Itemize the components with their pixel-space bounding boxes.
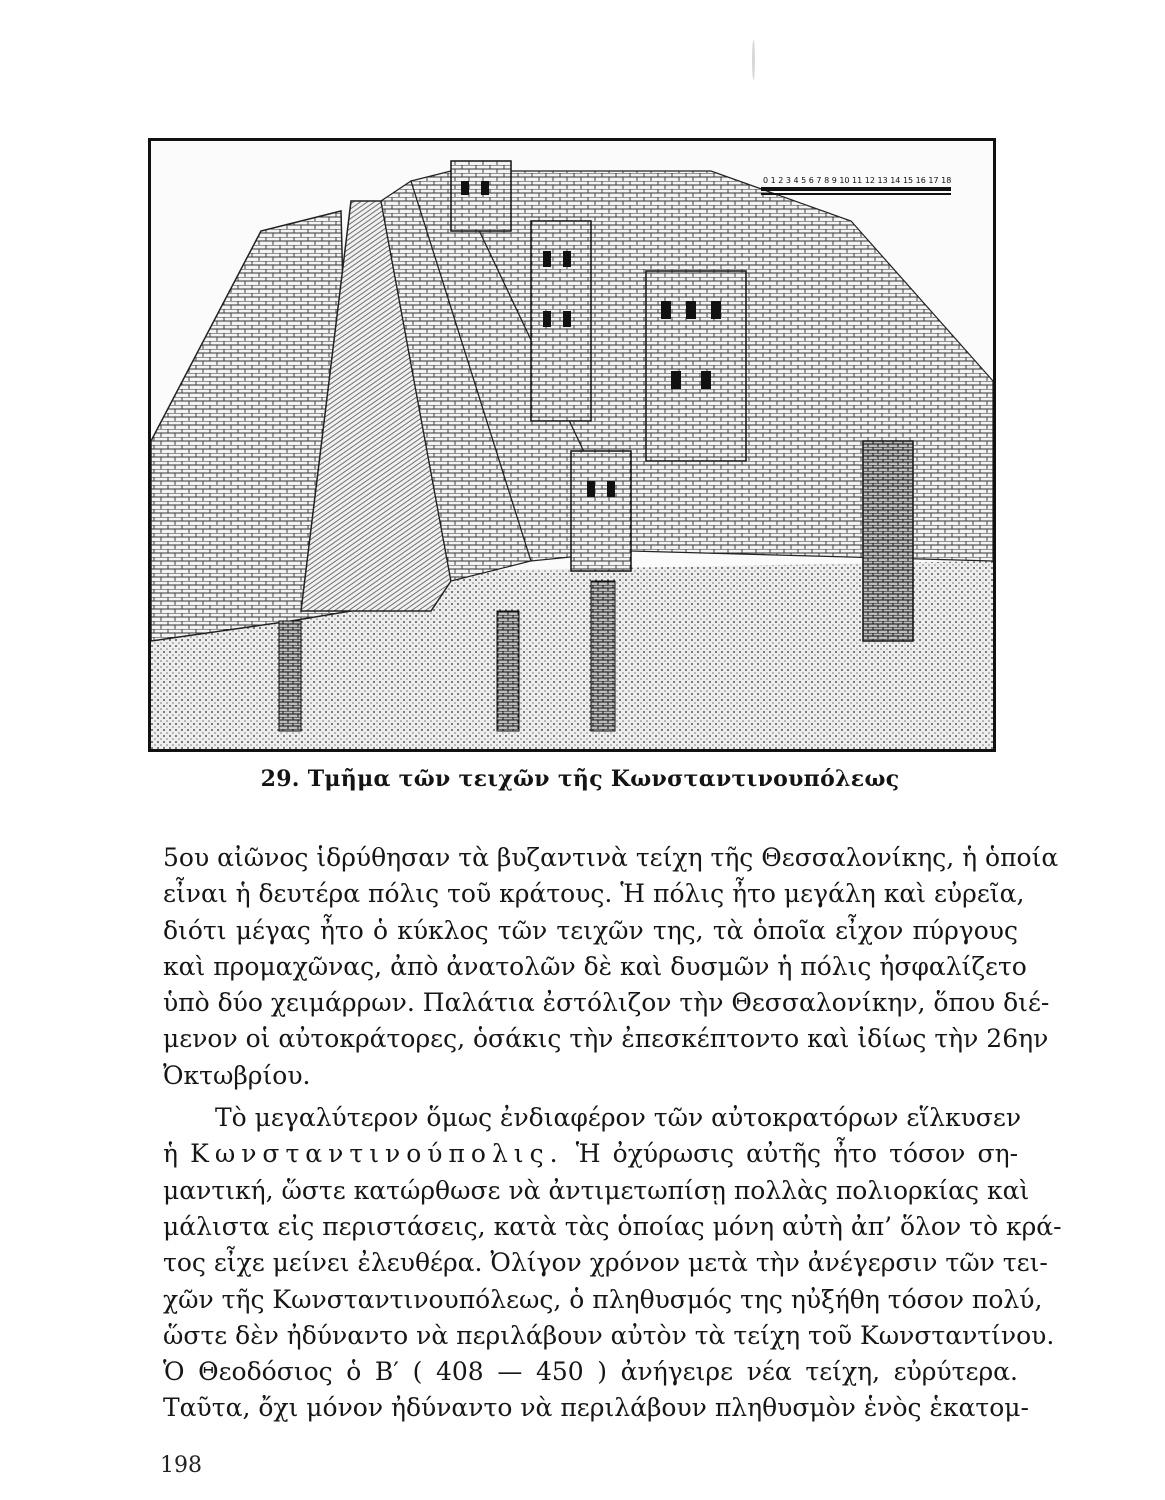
- tower-1: [451, 161, 511, 231]
- text-line: μαντική, ὥστε κατώρθωσε νὰ ἀντιμετωπίσῃ πολλὰς πολιορκίας καὶ: [163, 1175, 1030, 1205]
- tower-3: [646, 271, 746, 461]
- text-line: ὑπὸ δύο χειμάρρων. Παλάτια ἐστόλιζον τὴν Θεσσαλονίκην, ὅπου διέ-: [163, 988, 1050, 1018]
- scale-labels: 0 1 2 3 4 5 6 7 8 9 10 11 12 13 14 15 16 17 18: [763, 176, 952, 185]
- page-number: 198: [160, 1453, 202, 1478]
- text-line: διότι μέγας ἦτο ὁ κύκλος τῶν τειχῶν της, τὰ ὁποῖα εἶχον πύργους: [163, 915, 1018, 945]
- text-line: Ὁ Θεοδόσιος ὁ Β′ ( 408 — 450 ) ἀνήγειρε νέα τείχη, εὐρύτερα.: [163, 1357, 1018, 1387]
- scan-mark: [752, 40, 755, 80]
- text-line: Τὸ μεγαλύτερον ὅμως ἐνδιαφέρον τῶν αὐτοκρατόρων εἵλκυσεν: [215, 1103, 1022, 1133]
- tower-2: [531, 221, 591, 421]
- foundation-tower: [591, 581, 615, 731]
- text-line: ὥστε δὲν ἠδύναντο νὰ περιλάβουν αὐτὸν τὰ τείχη τοῦ Κωνσταντίνου.: [163, 1320, 1055, 1350]
- text-line: εἶναι ἡ δευτέρα πόλις τοῦ κράτους. Ἡ πόλις ἦτο μεγάλη καὶ εὐρεῖα,: [163, 879, 1025, 909]
- wall-section-cut: [863, 441, 913, 641]
- figure-walls-illustration: [148, 138, 996, 752]
- text-line: μάλιστα εἰς περιστάσεις, κατὰ τὰς ὁποίας μόνη αὐτὴ ἀπ’ ὅλον τὸ κρά-: [163, 1211, 1062, 1241]
- text-line: τος εἶχε μείνει ἐλευθέρα. Ὀλίγον χρόνον μετὰ τὴν ἀνέγερσιν τῶν τει-: [163, 1248, 1048, 1278]
- text-fragment: ἡ: [163, 1139, 178, 1169]
- paragraph-1: [163, 840, 1059, 1094]
- figure-caption: 29. Τμῆμα τῶν τειχῶν τῆς Κωνσταντινουπόλεως: [260, 766, 900, 792]
- spaced-name: Κωνσταντινούπολις.: [190, 1139, 564, 1169]
- text-line: Ὀκτωβρίου.: [163, 1060, 311, 1090]
- foundation-left: [279, 621, 301, 731]
- text-line: χῶν τῆς Κωνσταντινουπόλεως, ὁ πληθυσμός της ηὐξήθη τόσον πολύ,: [163, 1284, 1043, 1314]
- walls-drawing: [151, 141, 993, 749]
- text-fragment: Ἡ ὀχύρωσις αὐτῆς ἦτο τόσον ση-: [575, 1139, 1019, 1169]
- tower-4: [571, 451, 631, 571]
- text-line: μενον οἱ αὐτοκράτορες, ὁσάκις τὴν ἐπεσκέπτοντο καὶ ἰδίως τὴν 26ην: [163, 1024, 1049, 1054]
- body-text: [163, 840, 1062, 1427]
- paragraph-2: [163, 1100, 1062, 1427]
- foundation-middle: [497, 611, 519, 731]
- text-line: Ταῦτα, ὄχι μόνον ἠδύναντο νὰ περιλάβουν πληθυσμὸν ἑνὸς ἑκατομ-: [163, 1393, 1029, 1423]
- text-line: καὶ προμαχῶνας, ἀπὸ ἀνατολῶν δὲ καὶ δυσμῶν ἡ πόλις ἠσφαλίζετο: [163, 951, 1027, 981]
- text-line: [163, 1136, 1018, 1172]
- text-line: 5ου αἰῶνος ἱδρύθησαν τὰ βυζαντινὰ τείχη τῆς Θεσσαλονίκης, ἡ ὁποία: [163, 843, 1059, 872]
